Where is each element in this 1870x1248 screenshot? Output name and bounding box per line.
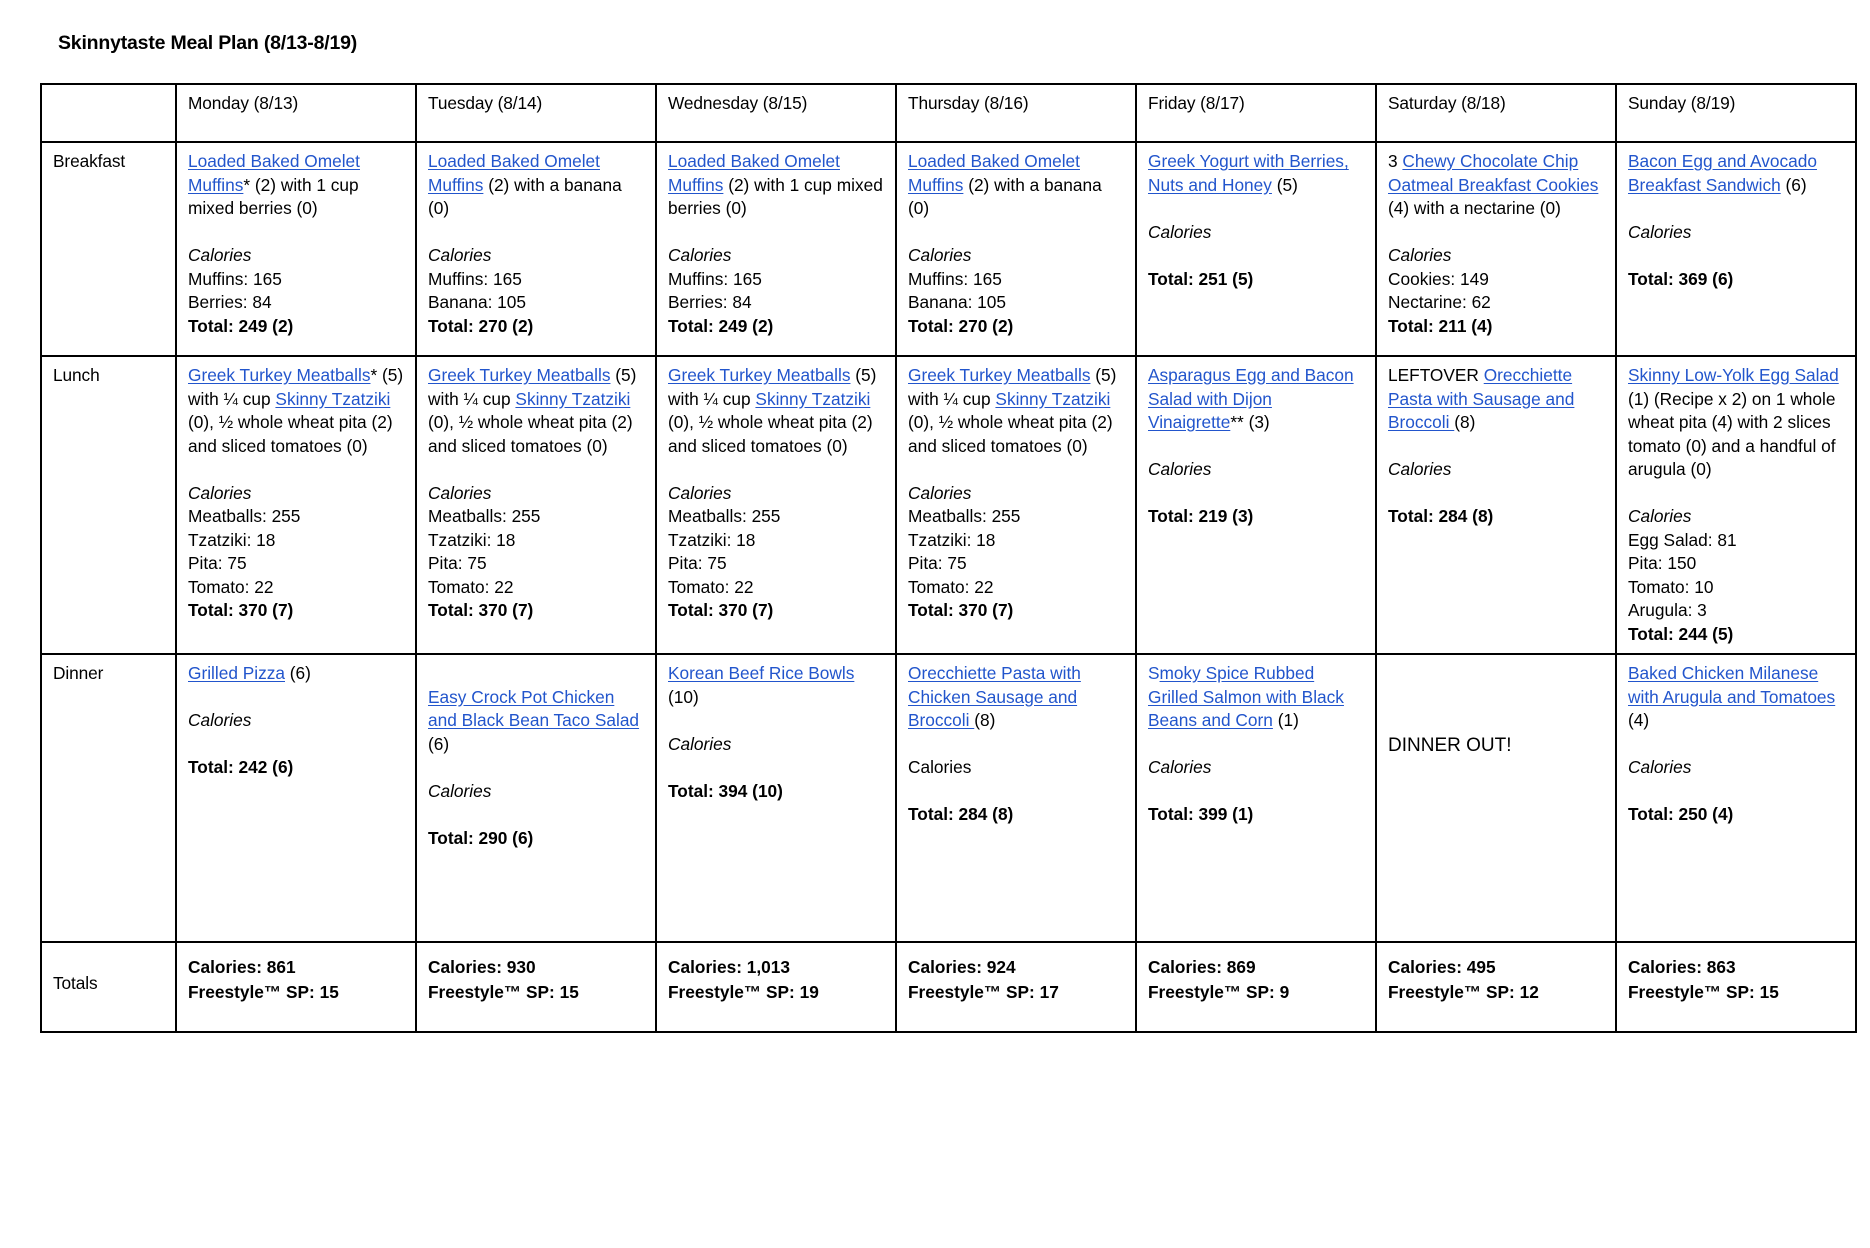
meal-detail-text: * (2) with 1 cup mixed berries (0) bbox=[188, 174, 359, 219]
calorie-line: Berries: 84 bbox=[188, 292, 272, 313]
calories-label: Calories bbox=[188, 245, 252, 266]
row-label-lunch: Lunch bbox=[41, 356, 176, 654]
calorie-line: Tzatziki: 18 bbox=[908, 529, 996, 550]
calorie-total: Total: 270 (2) bbox=[428, 315, 534, 336]
spacer bbox=[1388, 482, 1605, 506]
calorie-total: Total: 242 (6) bbox=[188, 757, 294, 778]
spacer bbox=[188, 733, 405, 757]
total-points: Freestyle™ SP: 15 bbox=[1628, 981, 1779, 1002]
calories-label: Calories bbox=[908, 757, 972, 778]
recipe-link[interactable]: Skinny Tzatziki bbox=[755, 388, 871, 409]
row-label-breakfast: Breakfast bbox=[41, 142, 176, 356]
calories-label: Calories bbox=[1628, 506, 1692, 527]
meal-description bbox=[428, 686, 645, 757]
calorie-total: Total: 249 (2) bbox=[188, 315, 294, 336]
spacer bbox=[188, 458, 405, 482]
cell-dinner-saturday bbox=[1376, 654, 1616, 942]
recipe-link-lead-letter[interactable]: S bbox=[1148, 663, 1160, 684]
calorie-line: Muffins: 165 bbox=[668, 268, 762, 289]
calories-label: Calories bbox=[908, 245, 972, 266]
meal-description bbox=[1628, 364, 1845, 482]
cell-breakfast-monday bbox=[176, 142, 416, 356]
cell-breakfast-wednesday bbox=[656, 142, 896, 356]
spacer bbox=[1628, 482, 1845, 506]
total-calories: Calories: 861 bbox=[188, 957, 296, 978]
spacer bbox=[668, 756, 885, 780]
recipe-link[interactable]: Chewy Chocolate Chip Oatmeal Breakfast Cookies bbox=[1388, 151, 1599, 195]
meal-detail-text: (1) bbox=[1272, 710, 1299, 731]
calorie-total: Total: 284 (8) bbox=[908, 804, 1014, 825]
meal-description bbox=[908, 364, 1125, 458]
spacer bbox=[188, 686, 405, 710]
meal-mid-text: (5) with ¼ cup bbox=[428, 365, 637, 409]
total-points: Freestyle™ SP: 15 bbox=[188, 981, 339, 1002]
recipe-link[interactable]: moky Spice Rubbed Grilled Salmon with Black Beans and Corn bbox=[1148, 663, 1344, 731]
spacer bbox=[668, 458, 885, 482]
calorie-line: Muffins: 165 bbox=[908, 268, 1002, 289]
total-points: Freestyle™ SP: 12 bbox=[1388, 981, 1539, 1002]
recipe-link[interactable]: Baked Chicken Milanese with Arugula and Tomatoes bbox=[1628, 663, 1836, 707]
column-header-tuesday: Tuesday (8/14) bbox=[416, 84, 656, 142]
cell-dinner-wednesday bbox=[656, 654, 896, 942]
calorie-line: Berries: 84 bbox=[668, 292, 752, 313]
recipe-link[interactable]: Korean Beef Rice Bowls bbox=[668, 663, 855, 684]
meal-description bbox=[908, 150, 1125, 221]
calorie-total: Total: 369 (6) bbox=[1628, 268, 1734, 289]
cell-breakfast-tuesday bbox=[416, 142, 656, 356]
spacer bbox=[1628, 733, 1845, 757]
meal-detail-text: (2) with a banana (0) bbox=[908, 174, 1102, 219]
row-label-totals: Totals bbox=[41, 942, 176, 1032]
calorie-line: Tzatziki: 18 bbox=[188, 529, 276, 550]
cell-lunch-friday bbox=[1136, 356, 1376, 654]
calories-label: Calories bbox=[908, 482, 972, 503]
calories-label: Calories bbox=[1148, 757, 1212, 778]
cell-totals-monday bbox=[176, 942, 416, 1032]
calorie-total: Total: 370 (7) bbox=[428, 600, 534, 621]
meal-mid-text: (5) with ¼ cup bbox=[908, 365, 1117, 409]
calorie-line: Banana: 105 bbox=[428, 292, 527, 313]
meal-description bbox=[1148, 662, 1365, 733]
recipe-link[interactable]: Grilled Pizza bbox=[188, 663, 285, 684]
meal-detail-text: (10) bbox=[668, 686, 699, 707]
recipe-link[interactable]: Greek Yogurt with Berries, Nuts and Honey bbox=[1148, 151, 1349, 195]
table-row-breakfast bbox=[41, 142, 1856, 356]
cell-breakfast-friday bbox=[1136, 142, 1376, 356]
meal-mid-text: * (5) with ¼ cup bbox=[188, 365, 404, 409]
meal-detail-text: (4) with a nectarine (0) bbox=[1388, 198, 1561, 219]
spacer bbox=[1388, 221, 1605, 245]
calories-label: Calories bbox=[668, 733, 732, 754]
spacer bbox=[1388, 686, 1605, 710]
spacer bbox=[428, 756, 645, 780]
total-calories: Calories: 863 bbox=[1628, 957, 1736, 978]
calorie-total: Total: 249 (2) bbox=[668, 315, 774, 336]
meal-detail-text: (6) bbox=[285, 663, 311, 684]
spacer bbox=[668, 709, 885, 733]
meal-description bbox=[1628, 662, 1845, 733]
column-header-wednesday: Wednesday (8/15) bbox=[656, 84, 896, 142]
recipe-link[interactable]: Skinny Tzatziki bbox=[995, 388, 1111, 409]
meal-detail-text: (8) bbox=[974, 710, 996, 731]
page-title: Skinnytaste Meal Plan (8/13-8/19) bbox=[58, 32, 358, 54]
calorie-line: Meatballs: 255 bbox=[908, 506, 1021, 527]
calories-label: Calories bbox=[1628, 221, 1692, 242]
calories-label: Calories bbox=[668, 482, 732, 503]
total-points: Freestyle™ SP: 17 bbox=[908, 981, 1059, 1002]
calorie-line: Meatballs: 255 bbox=[188, 506, 301, 527]
meal-detail-text: (2) with 1 cup mixed berries (0) bbox=[668, 174, 883, 219]
calories-label: Calories bbox=[188, 482, 252, 503]
cell-totals-friday bbox=[1136, 942, 1376, 1032]
calorie-line: Muffins: 165 bbox=[188, 268, 282, 289]
cell-totals-saturday bbox=[1376, 942, 1616, 1032]
calorie-line: Egg Salad: 81 bbox=[1628, 529, 1737, 550]
spacer bbox=[1388, 435, 1605, 459]
spacer bbox=[428, 803, 645, 827]
table-row-dinner bbox=[41, 654, 1856, 942]
spacer bbox=[908, 780, 1125, 804]
meal-prefix-text: 3 bbox=[1388, 151, 1403, 171]
meal-plan-table bbox=[40, 83, 1857, 1033]
calories-label: Calories bbox=[1148, 459, 1212, 480]
cell-lunch-sunday bbox=[1616, 356, 1856, 654]
cell-dinner-thursday bbox=[896, 654, 1136, 942]
meal-description bbox=[668, 150, 885, 221]
cell-dinner-tuesday bbox=[416, 654, 656, 942]
recipe-link[interactable]: Asparagus Egg and Bacon Salad with Dijon Vinaigrette bbox=[1148, 365, 1354, 433]
cell-lunch-tuesday bbox=[416, 356, 656, 654]
column-header-sunday: Sunday (8/19) bbox=[1616, 84, 1856, 142]
cell-dinner-monday bbox=[176, 654, 416, 942]
meal-description bbox=[1388, 364, 1605, 435]
table-header bbox=[41, 84, 1856, 142]
meal-description bbox=[908, 662, 1125, 733]
meal-description bbox=[1388, 150, 1605, 221]
recipe-link[interactable]: Easy Crock Pot Chicken and Black Bean Taco Salad bbox=[428, 686, 640, 731]
calorie-total: Total: 370 (7) bbox=[908, 600, 1014, 621]
meal-description bbox=[188, 150, 405, 221]
calorie-line: Tzatziki: 18 bbox=[668, 529, 756, 550]
spacer bbox=[668, 221, 885, 245]
calorie-line: Tomato: 22 bbox=[908, 576, 994, 597]
calorie-line: Tomato: 22 bbox=[668, 576, 754, 597]
column-header-thursday: Thursday (8/16) bbox=[896, 84, 1136, 142]
spacer bbox=[428, 662, 645, 686]
calories-label: Calories bbox=[1388, 459, 1452, 480]
row-label-dinner: Dinner bbox=[41, 654, 176, 942]
meal-description bbox=[1148, 364, 1365, 435]
cell-lunch-wednesday bbox=[656, 356, 896, 654]
meal-detail-text: (0), ½ whole wheat pita (2) and sliced tomatoes (0) bbox=[668, 412, 873, 456]
calorie-total: Total: 219 (3) bbox=[1148, 506, 1254, 527]
spacer bbox=[1388, 709, 1605, 733]
meal-description bbox=[668, 364, 885, 458]
cell-lunch-thursday bbox=[896, 356, 1136, 654]
spacer bbox=[428, 458, 645, 482]
calorie-line: Pita: 75 bbox=[188, 553, 247, 574]
dinner-out-note: DINNER OUT! bbox=[1388, 734, 1512, 756]
cell-breakfast-sunday bbox=[1616, 142, 1856, 356]
spacer bbox=[1628, 244, 1845, 268]
calorie-total: Total: 250 (4) bbox=[1628, 804, 1734, 825]
calorie-line: Meatballs: 255 bbox=[428, 506, 541, 527]
spacer bbox=[908, 458, 1125, 482]
calorie-total: Total: 370 (7) bbox=[668, 600, 774, 621]
spacer bbox=[1628, 197, 1845, 221]
calories-label: Calories bbox=[1388, 245, 1452, 266]
recipe-link[interactable]: Greek Turkey Meatballs bbox=[668, 365, 851, 385]
spacer bbox=[908, 733, 1125, 757]
calories-label: Calories bbox=[1628, 757, 1692, 778]
meal-description bbox=[428, 364, 645, 458]
table-row-lunch bbox=[41, 356, 1856, 654]
header-row bbox=[41, 84, 1856, 142]
table-corner-cell bbox=[41, 84, 176, 142]
cell-dinner-friday bbox=[1136, 654, 1376, 942]
cell-totals-tuesday bbox=[416, 942, 656, 1032]
calorie-line: Pita: 75 bbox=[428, 553, 487, 574]
calorie-line: Arugula: 3 bbox=[1628, 600, 1707, 621]
cell-lunch-monday bbox=[176, 356, 416, 654]
meal-detail-text: (2) with a banana (0) bbox=[428, 174, 622, 219]
calorie-line: Cookies: 149 bbox=[1388, 268, 1489, 289]
meal-description bbox=[1628, 150, 1845, 197]
recipe-link[interactable]: Loaded Baked Omelet Muffins bbox=[428, 151, 600, 195]
recipe-link[interactable]: Greek Turkey Meatballs bbox=[428, 365, 611, 385]
cell-breakfast-thursday bbox=[896, 142, 1136, 356]
column-header-monday: Monday (8/13) bbox=[176, 84, 416, 142]
calorie-line: Banana: 105 bbox=[908, 292, 1007, 313]
meal-description bbox=[188, 662, 405, 686]
calorie-line: Tomato: 22 bbox=[428, 576, 514, 597]
recipe-link[interactable]: Loaded Baked Omelet Muffins bbox=[908, 151, 1080, 195]
recipe-link[interactable]: Skinny Tzatziki bbox=[515, 388, 631, 409]
recipe-link[interactable]: Orecchiette Pasta with Chicken Sausage and Broccoli bbox=[908, 663, 1081, 731]
calorie-line: Pita: 75 bbox=[908, 553, 967, 574]
table-row-totals bbox=[41, 942, 1856, 1032]
meal-detail-text: (1) (Recipe x 2) on 1 whole wheat pita (4) with 2 slices tomato (0) and a handful of arugula (0) bbox=[1628, 388, 1836, 480]
total-calories: Calories: 1,013 bbox=[668, 957, 790, 978]
spacer bbox=[1148, 244, 1365, 268]
meal-detail-text: (8) bbox=[1454, 412, 1476, 433]
calorie-line: Meatballs: 255 bbox=[668, 506, 781, 527]
calories-label: Calories bbox=[428, 245, 492, 266]
spacer bbox=[1628, 780, 1845, 804]
recipe-link[interactable]: Loaded Baked Omelet Muffins bbox=[668, 151, 840, 195]
calories-label: Calories bbox=[428, 780, 492, 801]
calories-label: Calories bbox=[668, 245, 732, 266]
calories-label: Calories bbox=[1148, 221, 1212, 242]
calorie-line: Tomato: 22 bbox=[188, 576, 274, 597]
cell-totals-wednesday bbox=[656, 942, 896, 1032]
meal-detail-text: (4) bbox=[1628, 710, 1650, 731]
meal-detail-text: (0), ½ whole wheat pita (2) and sliced tomatoes (0) bbox=[908, 412, 1113, 456]
calorie-line: Tzatziki: 18 bbox=[428, 529, 516, 550]
calorie-total: Total: 399 (1) bbox=[1148, 804, 1254, 825]
recipe-link[interactable]: Skinny Low-Yolk Egg Salad bbox=[1628, 365, 1839, 385]
meal-mid-text: (5) with ¼ cup bbox=[668, 365, 877, 409]
total-points: Freestyle™ SP: 19 bbox=[668, 981, 819, 1002]
calories-label: Calories bbox=[188, 710, 252, 731]
meal-description bbox=[428, 150, 645, 221]
cell-totals-sunday bbox=[1616, 942, 1856, 1032]
spacer bbox=[428, 221, 645, 245]
recipe-link[interactable]: Greek Turkey Meatballs bbox=[908, 365, 1091, 385]
total-points: Freestyle™ SP: 9 bbox=[1148, 981, 1290, 1002]
meal-description bbox=[668, 662, 885, 709]
calorie-line: Pita: 75 bbox=[668, 553, 727, 574]
meal-description bbox=[1148, 150, 1365, 197]
total-calories: Calories: 924 bbox=[908, 957, 1016, 978]
calorie-line: Muffins: 165 bbox=[428, 268, 522, 289]
calorie-total: Total: 251 (5) bbox=[1148, 268, 1254, 289]
meal-description bbox=[188, 364, 405, 458]
spacer bbox=[1388, 662, 1605, 686]
calorie-line: Nectarine: 62 bbox=[1388, 292, 1491, 313]
spacer bbox=[1148, 197, 1365, 221]
meal-detail-text: (6) bbox=[428, 733, 450, 754]
total-calories: Calories: 495 bbox=[1388, 957, 1496, 978]
cell-dinner-sunday bbox=[1616, 654, 1856, 942]
meal-detail-text: (0), ½ whole wheat pita (2) and sliced tomatoes (0) bbox=[188, 412, 393, 456]
recipe-link[interactable]: Skinny Tzatziki bbox=[275, 388, 391, 409]
total-calories: Calories: 869 bbox=[1148, 957, 1256, 978]
meal-detail-text: (0), ½ whole wheat pita (2) and sliced tomatoes (0) bbox=[428, 412, 633, 456]
calorie-total: Total: 290 (6) bbox=[428, 827, 534, 848]
calorie-total: Total: 394 (10) bbox=[668, 780, 783, 801]
spacer bbox=[188, 221, 405, 245]
total-points: Freestyle™ SP: 15 bbox=[428, 981, 579, 1002]
recipe-link[interactable]: Orecchiette Pasta with Sausage and Broccoli bbox=[1388, 365, 1575, 433]
recipe-link[interactable]: Bacon Egg and Avocado Breakfast Sandwich bbox=[1628, 151, 1817, 195]
recipe-link[interactable]: Greek Turkey Meatballs bbox=[188, 365, 371, 385]
column-header-friday: Friday (8/17) bbox=[1136, 84, 1376, 142]
meal-detail-text: (5) bbox=[1271, 174, 1298, 195]
total-calories: Calories: 930 bbox=[428, 957, 536, 978]
calorie-total: Total: 370 (7) bbox=[188, 600, 294, 621]
spacer bbox=[908, 221, 1125, 245]
calorie-line: Tomato: 10 bbox=[1628, 576, 1714, 597]
spacer bbox=[1148, 780, 1365, 804]
recipe-link[interactable]: Loaded Baked Omelet Muffins bbox=[188, 151, 360, 195]
calorie-total: Total: 270 (2) bbox=[908, 315, 1014, 336]
calorie-line: Pita: 150 bbox=[1628, 553, 1697, 574]
meal-detail-text: (6) bbox=[1780, 174, 1807, 195]
spacer bbox=[1148, 435, 1365, 459]
calorie-total: Total: 211 (4) bbox=[1388, 315, 1493, 336]
column-header-saturday: Saturday (8/18) bbox=[1376, 84, 1616, 142]
calorie-total: Total: 284 (8) bbox=[1388, 506, 1494, 527]
meal-detail-text: ** (3) bbox=[1230, 412, 1270, 433]
calories-label: Calories bbox=[428, 482, 492, 503]
leftover-prefix: LEFTOVER bbox=[1388, 365, 1484, 385]
spacer bbox=[1148, 733, 1365, 757]
cell-totals-thursday bbox=[896, 942, 1136, 1032]
cell-lunch-saturday bbox=[1376, 356, 1616, 654]
cell-breakfast-saturday bbox=[1376, 142, 1616, 356]
spacer bbox=[1148, 482, 1365, 506]
calorie-total: Total: 244 (5) bbox=[1628, 623, 1734, 644]
